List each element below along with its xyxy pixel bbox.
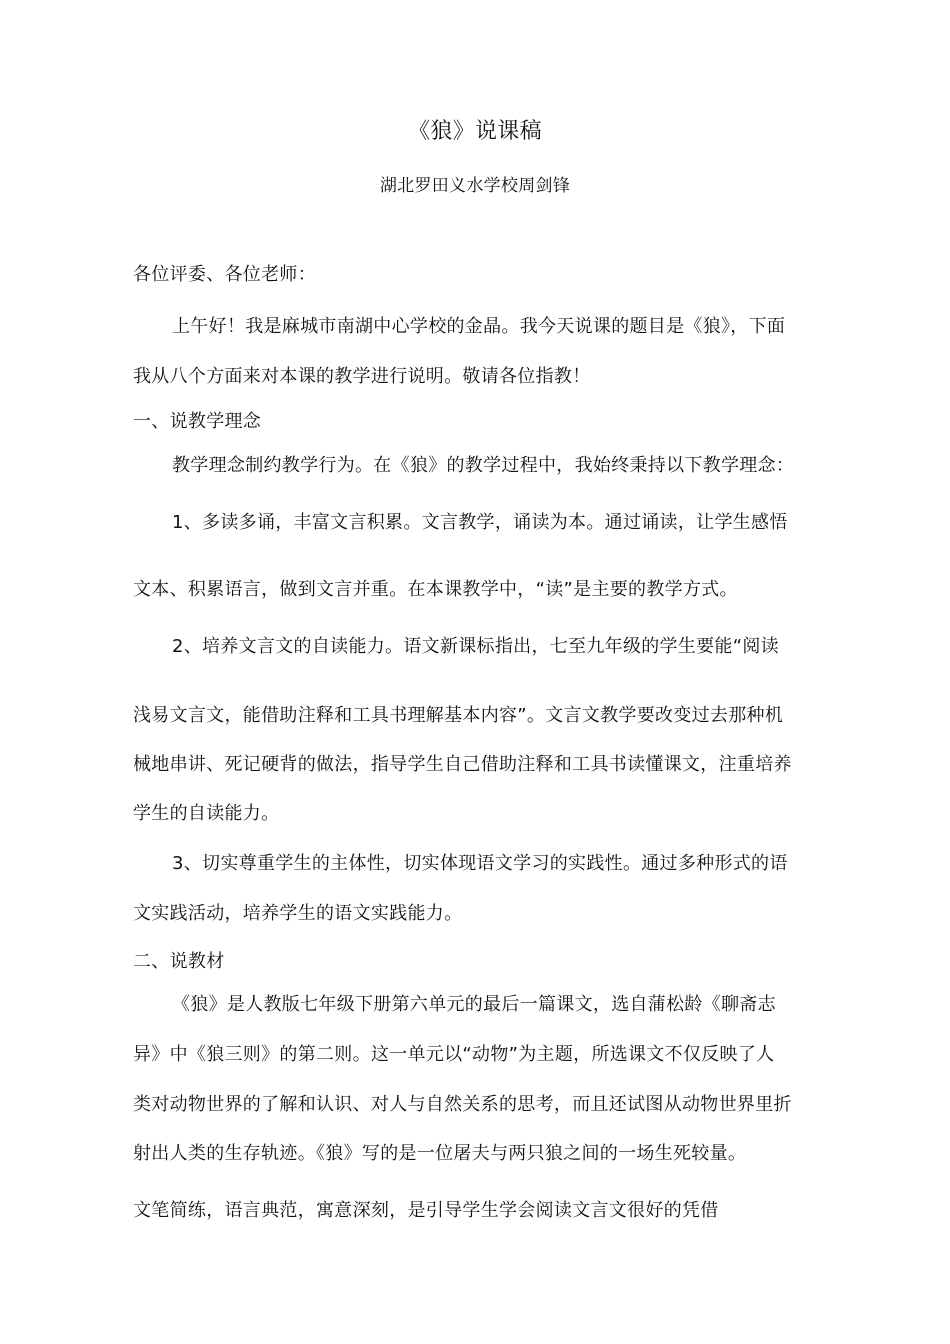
paragraph-line: 3、切实尊重学生的主体性，切实体现语文学习的实践性。通过多种形式的语	[172, 853, 788, 874]
paragraph-line: 文笔简练，语言典范，寓意深刻，是引导学生学会阅读文言文很好的凭借	[133, 1200, 719, 1221]
paragraph-line: 浅易文言文，能借助注释和工具书理解基本内容”。文言文教学要改变过去那种机	[133, 705, 784, 726]
paragraph-line: 文本、积累语言，做到文言并重。在本课教学中，“读”是主要的教学方式。	[133, 579, 738, 600]
paragraph-line: 文实践活动，培养学生的语文实践能力。	[133, 903, 463, 924]
paragraph-line: 异》中《狼三则》的第二则。这一单元以“动物”为主题，所选课文不仅反映了人	[133, 1044, 775, 1065]
intro-line: 上午好！我是麻城市南湖中心学校的金晶。我今天说课的题目是《狼》，下面	[172, 316, 786, 337]
paragraph-line: 2、培养文言文的自读能力。语文新课标指出，七至九年级的学生要能“阅读	[172, 636, 779, 657]
paragraph-line: 射出人类的生存轨迹。《狼》写的是一位屠夫与两只狼之间的一场生死较量。	[133, 1143, 747, 1164]
section-heading-textbook: 二、说教材	[133, 951, 225, 972]
document-author: 湖北罗田义水学校周剑锋	[379, 176, 571, 196]
section-heading-philosophy: 一、说教学理念	[133, 411, 262, 432]
paragraph-line: 械地串讲、死记硬背的做法，指导学生自己借助注释和工具书读懂课文，注重培养	[133, 754, 792, 775]
paragraph-line: 学生的自读能力。	[133, 803, 280, 824]
intro-line: 我从八个方面来对本课的教学进行说明。敬请各位指教！	[133, 366, 591, 387]
document-title: 《狼》说课稿	[408, 119, 542, 144]
paragraph-line: 《狼》是人教版七年级下册第六单元的最后一篇课文，选自蒲松龄《聊斋志	[172, 994, 776, 1015]
paragraph-line: 1、多读多诵，丰富文言积累。文言教学，诵读为本。通过诵读，让学生感悟	[172, 512, 788, 533]
paragraph-line: 类对动物世界的了解和认识、对人与自然关系的思考，而且还试图从动物世界里折	[133, 1094, 792, 1115]
paragraph-line: 教学理念制约教学行为。在《狼》的教学过程中，我始终秉持以下教学理念：	[172, 455, 795, 476]
greeting: 各位评委、各位老师：	[133, 264, 316, 285]
